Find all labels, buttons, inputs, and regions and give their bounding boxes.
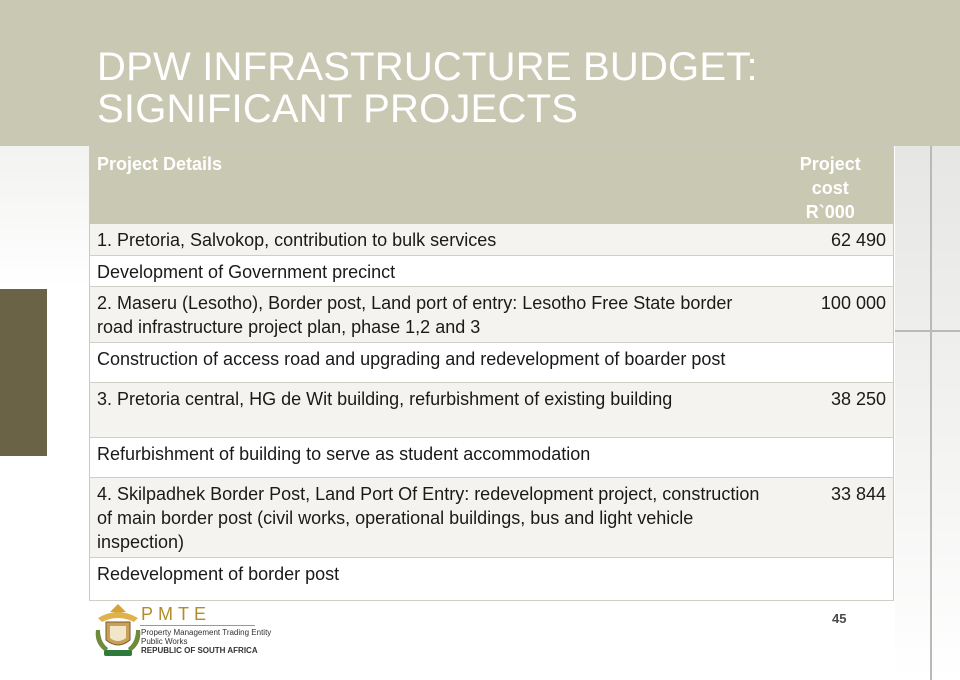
project-description: Refurbishment of building to serve as student accommodation bbox=[90, 437, 894, 477]
slide-title-line-2: SIGNIFICANT PROJECTS bbox=[97, 87, 579, 131]
project-cost: 38 250 bbox=[779, 382, 894, 437]
project-cost: 100 000 bbox=[779, 286, 894, 342]
project-description: Development of Government precinct bbox=[90, 255, 894, 286]
project-name: 1. Pretoria, Salvokop, contribution to bulk services bbox=[90, 224, 779, 255]
project-name: 2. Maseru (Lesotho), Border post, Land port of entry: Lesotho Free State border road infrastructure project plan, phase 1,2 and 3 bbox=[90, 286, 779, 342]
project-description: Construction of access road and upgrading and redevelopment of boarder post bbox=[90, 342, 894, 382]
header-project-cost bbox=[779, 147, 894, 225]
project-cost: 62 490 bbox=[779, 224, 894, 255]
table-row-project bbox=[90, 224, 894, 255]
project-name: 4. Skilpadhek Border Post, Land Port Of Entry: redevelopment project, construction of main border post (civil works, operational buildings, bus and light vehicle inspection) bbox=[90, 477, 779, 557]
page-number: 45 bbox=[832, 611, 847, 626]
table-row-project bbox=[90, 477, 894, 557]
projects-table bbox=[89, 146, 894, 601]
project-name: 3. Pretoria central, HG de Wit building, refurbishment of existing building bbox=[90, 382, 779, 437]
slide-title bbox=[97, 46, 917, 130]
org-name-line: Property Management Trading Entity bbox=[141, 628, 272, 637]
table-row-description bbox=[90, 437, 894, 477]
table-row-description bbox=[90, 255, 894, 286]
background-window-pane bbox=[0, 146, 89, 286]
project-description: Redevelopment of border post bbox=[90, 557, 894, 600]
project-cost: 33 844 bbox=[779, 477, 894, 557]
table-header-row bbox=[90, 147, 894, 225]
slide-title-line-1: DPW INFRASTRUCTURE BUDGET: bbox=[97, 45, 758, 89]
table-row-description bbox=[90, 557, 894, 600]
header-cost-line-1: Project cost bbox=[799, 154, 861, 198]
header-project-details: Project Details bbox=[90, 147, 779, 225]
table-row-project bbox=[90, 286, 894, 342]
side-accent-bar bbox=[0, 289, 47, 456]
header-cost-line-2: R`000 bbox=[805, 202, 855, 222]
table-row-project bbox=[90, 382, 894, 437]
pmte-wordmark: PMTE bbox=[141, 604, 212, 624]
coat-of-arms-icon bbox=[88, 600, 148, 660]
background-window-frame bbox=[895, 330, 960, 332]
background-window-frame bbox=[930, 146, 932, 680]
org-country-line: REPUBLIC OF SOUTH AFRICA bbox=[141, 646, 258, 655]
table-row-description bbox=[90, 342, 894, 382]
wordmark-divider bbox=[140, 625, 255, 626]
org-name-line: Public Works bbox=[141, 637, 188, 646]
background-window-pane bbox=[895, 146, 960, 680]
